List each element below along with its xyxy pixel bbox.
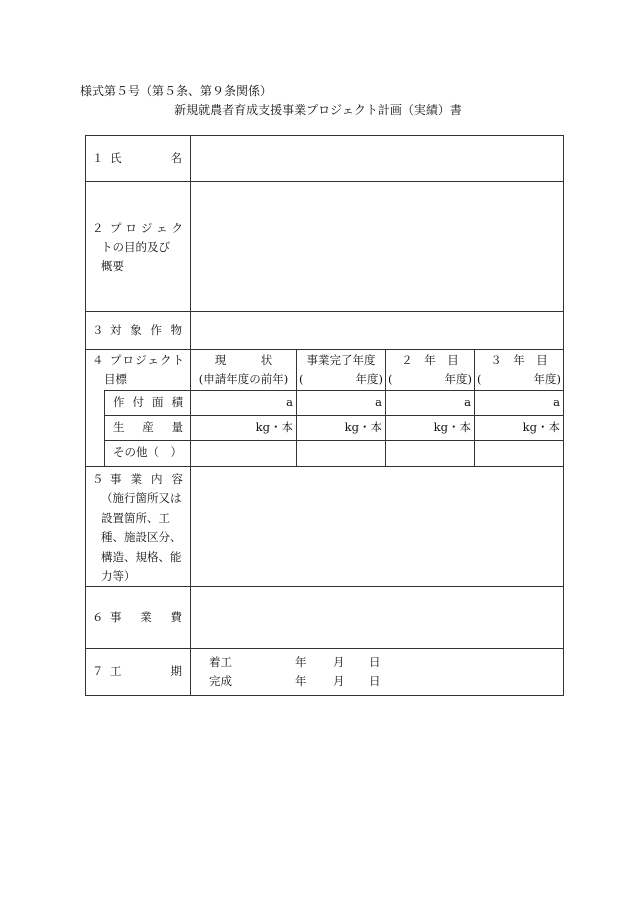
content-label-detail: （施行箇所又は設置箇所、工種、施設区分、構造、規格、能力等） [101, 491, 182, 583]
header-year3-year: 年度) [533, 372, 561, 386]
sub-row-production-label: 生 産 量 [113, 420, 183, 434]
end-label: 完成 [209, 674, 232, 688]
area-current-unit: a [286, 395, 293, 409]
header-year2-year: 年度) [444, 372, 472, 386]
header-completion-paren: ( [299, 372, 304, 386]
row-2-number: ２ [92, 221, 104, 235]
row-6-number: ６ [92, 610, 104, 624]
row-1-number: １ [92, 151, 104, 165]
period-label: 工 期 [110, 664, 182, 678]
production-year3-unit: kg・本 [522, 420, 560, 434]
document-title: 新規就農者育成支援事業プロジェクト計画（実績）書 [174, 103, 462, 117]
sub-row-area-label: 作付面積 [113, 395, 183, 409]
start-label: 着工 [209, 655, 232, 669]
row-4-number: ４ [92, 353, 104, 367]
project-overview-field[interactable] [191, 182, 563, 311]
header-completion-year: 年度) [355, 372, 383, 386]
row-7-number: ７ [92, 664, 104, 678]
header-year2-paren: ( [388, 372, 393, 386]
end-year-unit: 年 [295, 674, 307, 688]
header-year3-paren: ( [477, 372, 482, 386]
project-plan-form [85, 135, 564, 696]
target-crop-field[interactable] [191, 312, 563, 349]
production-year2-unit: kg・本 [433, 420, 471, 434]
sub-row-other-label: その他（ ） [113, 445, 182, 459]
header-year3-line1: ３ 年 目 [490, 353, 548, 367]
production-completion-unit: kg・本 [344, 420, 382, 434]
header-year2-line1: ２ 年 目 [401, 353, 459, 367]
content-label-line1: 事業内容 [110, 472, 183, 486]
crop-label: 対象作物 [110, 323, 182, 337]
cost-label: 事業費 [110, 610, 182, 624]
target-label-line2: 目標 [104, 372, 127, 386]
area-year3-unit: a [553, 395, 560, 409]
start-year-unit: 年 [295, 655, 307, 669]
production-current-unit: kg・本 [255, 420, 293, 434]
area-completion-unit: a [375, 395, 382, 409]
form-number-label: 様式第５号（第５条、第９条関係） [80, 84, 273, 98]
name-label: 氏 名 [110, 151, 182, 165]
start-day-unit: 日 [369, 655, 381, 669]
start-month-unit: 月 [333, 655, 345, 669]
area-year2-unit: a [464, 395, 471, 409]
row-5-number: ５ [92, 472, 104, 486]
end-day-unit: 日 [369, 674, 381, 688]
header-current-line1: 現 状 [214, 353, 273, 367]
project-content-field[interactable] [191, 467, 563, 586]
row-3-number: ３ [92, 323, 104, 337]
end-month-unit: 月 [333, 674, 345, 688]
target-label-line1: プロジェクト [110, 353, 184, 367]
project-label-line2: トの目的及び [101, 240, 170, 254]
project-label-line1: プロジェク [110, 221, 183, 235]
header-current-line2: (申請年度の前年) [198, 372, 289, 386]
project-cost-field[interactable] [191, 587, 563, 648]
header-completion-line1: 事業完了年度 [306, 353, 376, 367]
project-label-line3: 概要 [101, 259, 124, 273]
name-field[interactable] [191, 136, 563, 181]
